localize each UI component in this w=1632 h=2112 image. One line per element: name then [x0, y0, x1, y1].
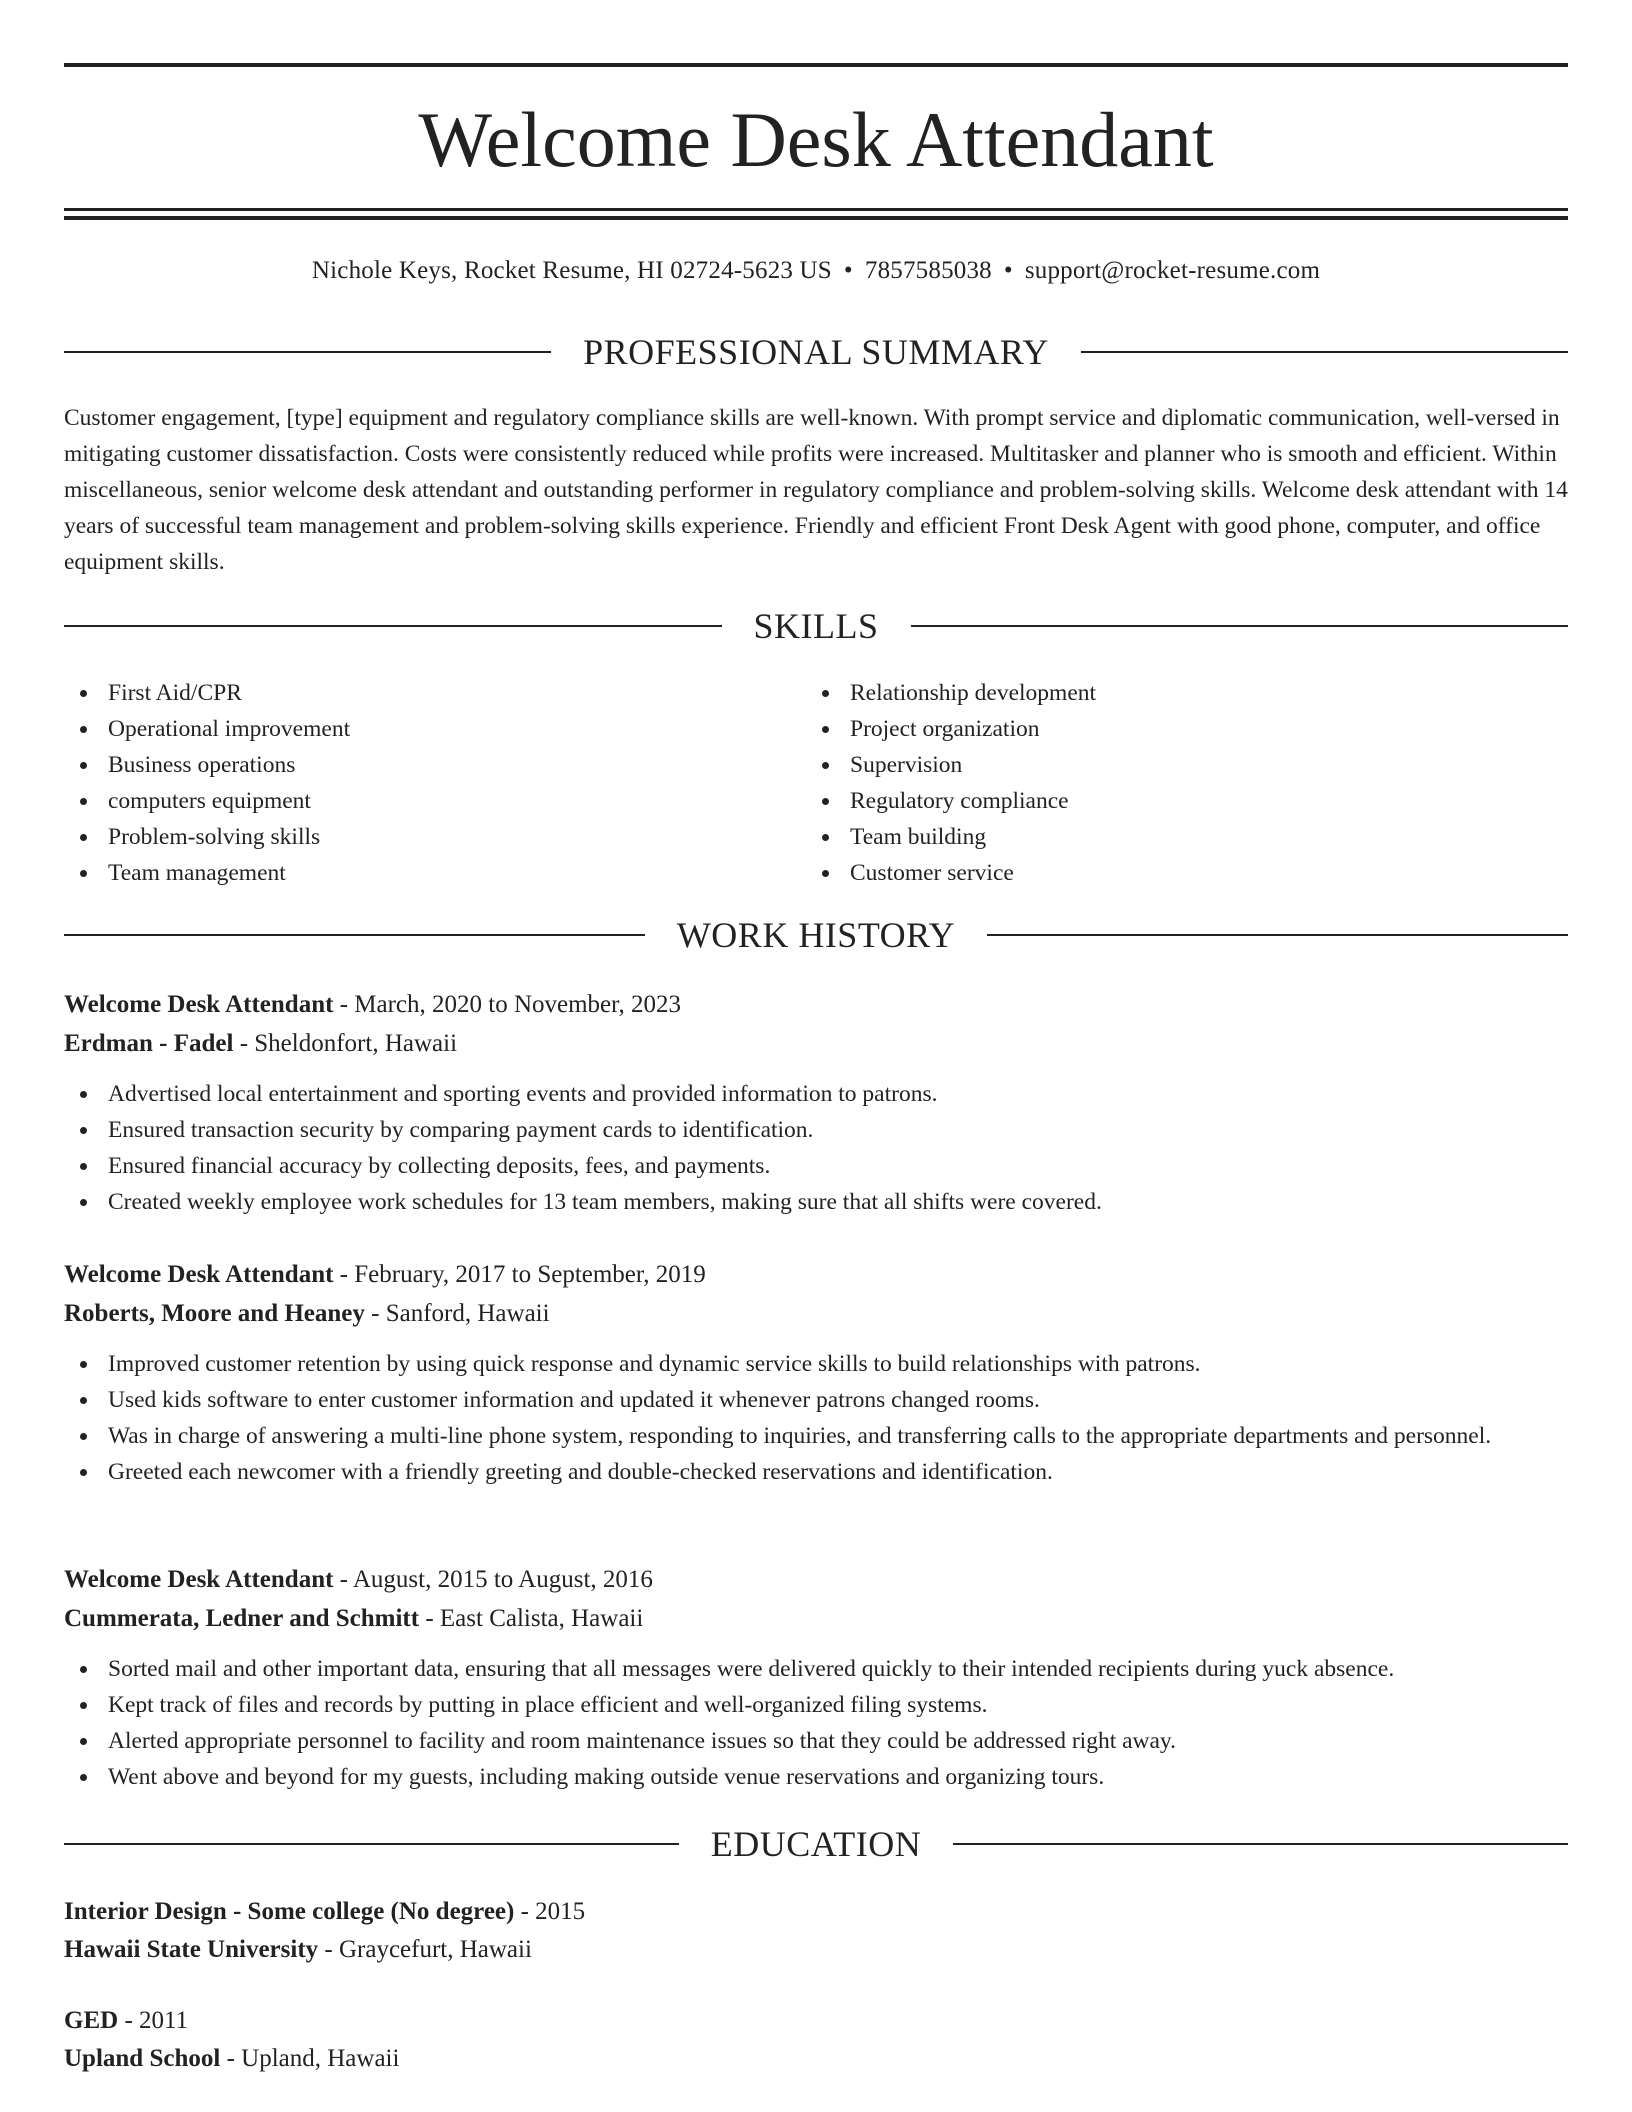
- contact-phone: 7857585038: [864, 257, 992, 284]
- section-rule: [1081, 351, 1568, 353]
- job-company: Erdman - Fadel: [64, 1030, 234, 1057]
- job-location: - Sanford, Hawaii: [364, 1300, 550, 1327]
- skill-item: First Aid/CPR: [64, 675, 784, 711]
- contact-address: Nichole Keys, Rocket Resume, HI 02724-5623 US: [311, 257, 832, 284]
- job-bullet: Improved customer retention by using quick response and dynamic service skills to build relationships with patrons.: [64, 1346, 1568, 1382]
- header-rule-lower: [64, 216, 1568, 220]
- work-section-header: [64, 913, 1568, 957]
- job-dates: - March, 2020 to November, 2023: [333, 991, 681, 1018]
- job-entry: [64, 985, 1568, 1220]
- job-bullet: Used kids software to enter customer information and updated it whenever patrons changed rooms.: [64, 1382, 1568, 1418]
- education-degree-line: [64, 2002, 1568, 2040]
- education-degree: GED: [64, 2007, 119, 2034]
- job-bullet: Was in charge of answering a multi-line phone system, responding to inquiries, and transferring calls to the appropriate departments and personnel.: [64, 1418, 1568, 1454]
- header-rule-upper: [64, 208, 1568, 211]
- education-heading: EDUCATION: [710, 1824, 922, 1864]
- job-bullet: Ensured financial accuracy by collecting deposits, fees, and payments.: [64, 1148, 1568, 1184]
- education-entry: [64, 2002, 1568, 2078]
- job-title-line: [64, 1255, 1568, 1294]
- job-bullets: [64, 1651, 1568, 1795]
- skill-item: Problem-solving skills: [64, 819, 784, 855]
- skills-heading: SKILLS: [753, 606, 879, 646]
- education-location: - Upland, Hawaii: [220, 2045, 400, 2072]
- job-location: - East Calista, Hawaii: [419, 1605, 644, 1632]
- job-dates: - August, 2015 to August, 2016: [333, 1566, 653, 1593]
- job-bullet: Kept track of files and records by putting in place efficient and well-organized filing systems.: [64, 1687, 1568, 1723]
- job-bullets: [64, 1076, 1568, 1220]
- job-location: - Sheldonfort, Hawaii: [233, 1030, 458, 1057]
- section-rule: [64, 625, 722, 627]
- summary-heading: PROFESSIONAL SUMMARY: [583, 332, 1049, 372]
- education-school: Hawaii State University: [64, 1936, 319, 1963]
- education-school-line: [64, 2040, 1568, 2078]
- job-title: Welcome Desk Attendant: [64, 991, 334, 1018]
- summary-section-header: [64, 330, 1568, 374]
- education-entry: [64, 1893, 1568, 1969]
- skill-item: Relationship development: [806, 675, 1526, 711]
- skills-list-right: [806, 675, 1526, 891]
- job-company-line: [64, 1024, 1568, 1063]
- job-title-line: [64, 985, 1568, 1024]
- skills-section-header: [64, 604, 1568, 648]
- resume-title: Welcome Desk Attendant: [418, 96, 1214, 183]
- section-rule: [953, 1843, 1568, 1845]
- contact-line: [64, 254, 1568, 288]
- education-location: - Graycefurt, Hawaii: [318, 1936, 532, 1963]
- job-bullets: [64, 1346, 1568, 1490]
- skill-item: Business operations: [64, 747, 784, 783]
- section-rule: [64, 351, 551, 353]
- job-bullet: Went above and beyond for my guests, including making outside venue reservations and organizing tours.: [64, 1759, 1568, 1795]
- job-bullet: Greeted each newcomer with a friendly greeting and double-checked reservations and identification.: [64, 1454, 1568, 1490]
- skill-item: Operational improvement: [64, 711, 784, 747]
- education-year: - 2011: [118, 2007, 189, 2034]
- contact-separator: •: [1003, 257, 1013, 284]
- job-title: Welcome Desk Attendant: [64, 1566, 334, 1593]
- education-degree-line: [64, 1893, 1568, 1931]
- job-entry: [64, 1560, 1568, 1795]
- skills-list-left: [64, 675, 784, 891]
- job-company: Roberts, Moore and Heaney: [64, 1300, 365, 1327]
- section-rule: [911, 625, 1569, 627]
- job-entry: [64, 1255, 1568, 1490]
- skill-item: Customer service: [806, 855, 1526, 891]
- education-degree: Interior Design - Some college (No degree): [64, 1898, 515, 1925]
- job-title: Welcome Desk Attendant: [64, 1261, 334, 1288]
- section-rule: [64, 934, 645, 936]
- job-dates: - February, 2017 to September, 2019: [333, 1261, 706, 1288]
- job-company: Cummerata, Ledner and Schmitt: [64, 1605, 420, 1632]
- education-school: Upland School: [64, 2045, 221, 2072]
- job-bullet: Alerted appropriate personnel to facility and room maintenance issues so that they could be addressed right away.: [64, 1723, 1568, 1759]
- summary-text: Customer engagement, [type] equipment and regulatory compliance skills are well-known. With prompt service and diplomatic communication, well-versed in mitigating customer dissatisfaction. Costs were consistently reduced while profits were increased. Multitasker and planner who is smooth and efficient. Within miscellaneous, senior welcome desk attendant and outstanding performer in regulatory compliance and problem-solving skills. Welcome desk attendant with 14 years of successful team management and problem-solving skills experience. Friendly and efficient Front Desk Agent with good phone, computer, and office equipment skills.: [64, 405, 1568, 575]
- section-rule: [64, 1843, 679, 1845]
- skill-item: Regulatory compliance: [806, 783, 1526, 819]
- job-company-line: [64, 1294, 1568, 1333]
- header-top-rule: [64, 63, 1568, 67]
- job-title-line: [64, 1560, 1568, 1599]
- skill-item: Supervision: [806, 747, 1526, 783]
- contact-separator: •: [843, 257, 853, 284]
- education-section-header: [64, 1822, 1568, 1866]
- contact-email: support@rocket-resume.com: [1024, 257, 1321, 284]
- work-heading: WORK HISTORY: [676, 915, 956, 955]
- job-bullet: Created weekly employee work schedules for 13 team members, making sure that all shifts were covered.: [64, 1184, 1568, 1220]
- skill-item: Project organization: [806, 711, 1526, 747]
- job-company-line: [64, 1599, 1568, 1638]
- job-bullet: Sorted mail and other important data, ensuring that all messages were delivered quickly to their intended recipients during yuck absence.: [64, 1651, 1568, 1687]
- job-bullet: Advertised local entertainment and sporting events and provided information to patrons.: [64, 1076, 1568, 1112]
- skill-item: computers equipment: [64, 783, 784, 819]
- job-bullet: Ensured transaction security by comparing payment cards to identification.: [64, 1112, 1568, 1148]
- education-year: - 2015: [514, 1898, 586, 1925]
- skill-item: Team management: [64, 855, 784, 891]
- section-rule: [987, 934, 1568, 936]
- education-school-line: [64, 1931, 1568, 1969]
- skill-item: Team building: [806, 819, 1526, 855]
